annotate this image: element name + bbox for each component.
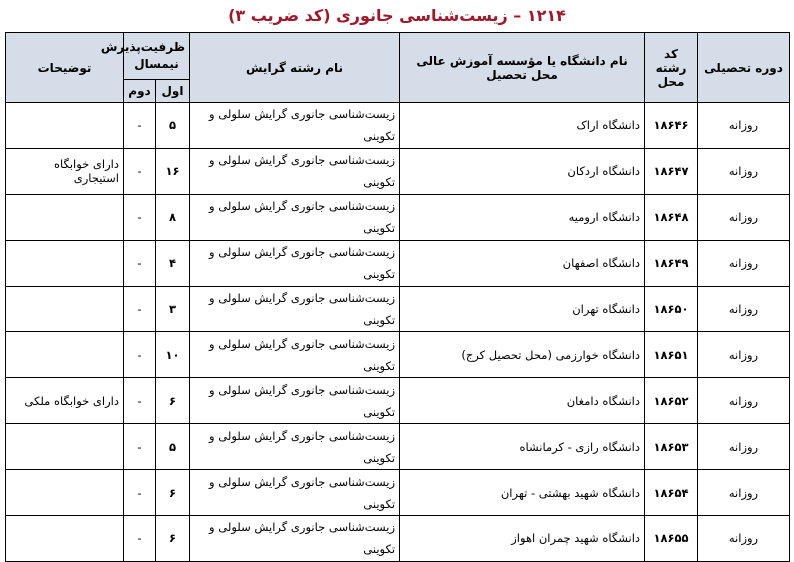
field-cell: زیست‌شناسی جانوری گرایش سلولی و تکوینی (190, 516, 400, 562)
capacity-second-cell: - (124, 424, 156, 470)
code-cell: ۱۸۶۴۷ (645, 148, 698, 194)
capacity-second-cell: - (124, 148, 156, 194)
code-cell: ۱۸۶۴۸ (645, 194, 698, 240)
term-cell: روزانه (698, 194, 790, 240)
header-cap-first: اول (156, 80, 190, 103)
term-cell: روزانه (698, 516, 790, 562)
term-cell: روزانه (698, 470, 790, 516)
capacity-first-cell: ۵ (156, 103, 190, 149)
capacity-second-cell: - (124, 194, 156, 240)
capacity-first-cell: ۶ (156, 378, 190, 424)
notes-cell (6, 103, 124, 149)
code-cell: ۱۸۶۵۲ (645, 378, 698, 424)
header-code: کد رشته محل (645, 33, 698, 103)
notes-cell: دارای خوابگاه استیجاری (6, 148, 124, 194)
header-term: دوره تحصیلی (698, 33, 790, 103)
university-cell: دانشگاه تهران (400, 286, 645, 332)
university-cell: دانشگاه اردکان (400, 148, 645, 194)
capacity-first-cell: ۵ (156, 424, 190, 470)
field-cell: زیست‌شناسی جانوری گرایش سلولی و تکوینی (190, 470, 400, 516)
term-cell: روزانه (698, 286, 790, 332)
university-cell: دانشگاه خوارزمی (محل تحصیل کرج) (400, 332, 645, 378)
term-cell: روزانه (698, 148, 790, 194)
code-cell: ۱۸۶۵۰ (645, 286, 698, 332)
header-cap-second: دوم (124, 80, 156, 103)
notes-cell (6, 240, 124, 286)
table-row (6, 424, 790, 470)
code-cell: ۱۸۶۵۱ (645, 332, 698, 378)
code-cell: ۱۸۶۵۵ (645, 516, 698, 562)
university-cell: دانشگاه اراک (400, 103, 645, 149)
capacity-second-cell: - (124, 378, 156, 424)
field-cell: زیست‌شناسی جانوری گرایش سلولی و تکوینی (190, 424, 400, 470)
header-field: نام رشته گرایش (190, 33, 400, 103)
capacity-first-cell: ۱۶ (156, 148, 190, 194)
university-cell: دانشگاه شهید چمران اهواز (400, 516, 645, 562)
field-cell: زیست‌شناسی جانوری گرایش سلولی و تکوینی (190, 286, 400, 332)
notes-cell (6, 286, 124, 332)
term-cell: روزانه (698, 240, 790, 286)
field-cell: زیست‌شناسی جانوری گرایش سلولی و تکوینی (190, 332, 400, 378)
field-cell: زیست‌شناسی جانوری گرایش سلولی و تکوینی (190, 194, 400, 240)
code-cell: ۱۸۶۴۶ (645, 103, 698, 149)
capacity-first-cell: ۶ (156, 470, 190, 516)
field-cell: زیست‌شناسی جانوری گرایش سلولی و تکوینی (190, 148, 400, 194)
capacity-first-cell: ۱۰ (156, 332, 190, 378)
page-title: ۱۲۱۴ – زیست‌شناسی جانوری (کد ضریب ۳) (228, 6, 566, 25)
university-cell: دانشگاه رازی - کرمانشاه (400, 424, 645, 470)
capacity-first-cell: ۶ (156, 516, 190, 562)
term-cell: روزانه (698, 424, 790, 470)
table-row (6, 240, 790, 286)
university-cell: دانشگاه دامغان (400, 378, 645, 424)
notes-cell (6, 470, 124, 516)
capacity-first-cell: ۸ (156, 194, 190, 240)
capacity-second-cell: - (124, 103, 156, 149)
field-cell: زیست‌شناسی جانوری گرایش سلولی و تکوینی (190, 378, 400, 424)
code-cell: ۱۸۶۵۳ (645, 424, 698, 470)
notes-cell (6, 194, 124, 240)
capacity-second-cell: - (124, 240, 156, 286)
header-capacity: ظرفیت‌پذیرش نیمسال (124, 33, 190, 80)
table-row (6, 148, 790, 194)
table-row (6, 516, 790, 562)
university-cell: دانشگاه اصفهان (400, 240, 645, 286)
field-cell: زیست‌شناسی جانوری گرایش سلولی و تکوینی (190, 240, 400, 286)
capacity-second-cell: - (124, 332, 156, 378)
table-row (6, 286, 790, 332)
term-cell: روزانه (698, 378, 790, 424)
code-cell: ۱۸۶۵۴ (645, 470, 698, 516)
notes-cell (6, 516, 124, 562)
table-row (6, 470, 790, 516)
term-cell: روزانه (698, 103, 790, 149)
university-cell: دانشگاه ارومیه (400, 194, 645, 240)
table-row (6, 378, 790, 424)
capacity-second-cell: - (124, 286, 156, 332)
university-cell: دانشگاه شهید بهشتی - تهران (400, 470, 645, 516)
capacity-second-cell: - (124, 516, 156, 562)
capacity-first-cell: ۴ (156, 240, 190, 286)
code-cell: ۱۸۶۴۹ (645, 240, 698, 286)
table-row (6, 332, 790, 378)
table-row (6, 103, 790, 149)
header-notes: توضیحات (6, 33, 124, 103)
capacity-first-cell: ۳ (156, 286, 190, 332)
table-row (6, 194, 790, 240)
notes-cell: دارای خوابگاه ملکی (6, 378, 124, 424)
term-cell: روزانه (698, 332, 790, 378)
header-university: نام دانشگاه یا مؤسسه آموزش عالی محل تحصیل (400, 33, 645, 103)
notes-cell (6, 424, 124, 470)
capacity-second-cell: - (124, 470, 156, 516)
table-body (6, 103, 790, 562)
notes-cell (6, 332, 124, 378)
field-cell: زیست‌شناسی جانوری گرایش سلولی و تکوینی (190, 103, 400, 149)
programs-table (5, 32, 790, 562)
